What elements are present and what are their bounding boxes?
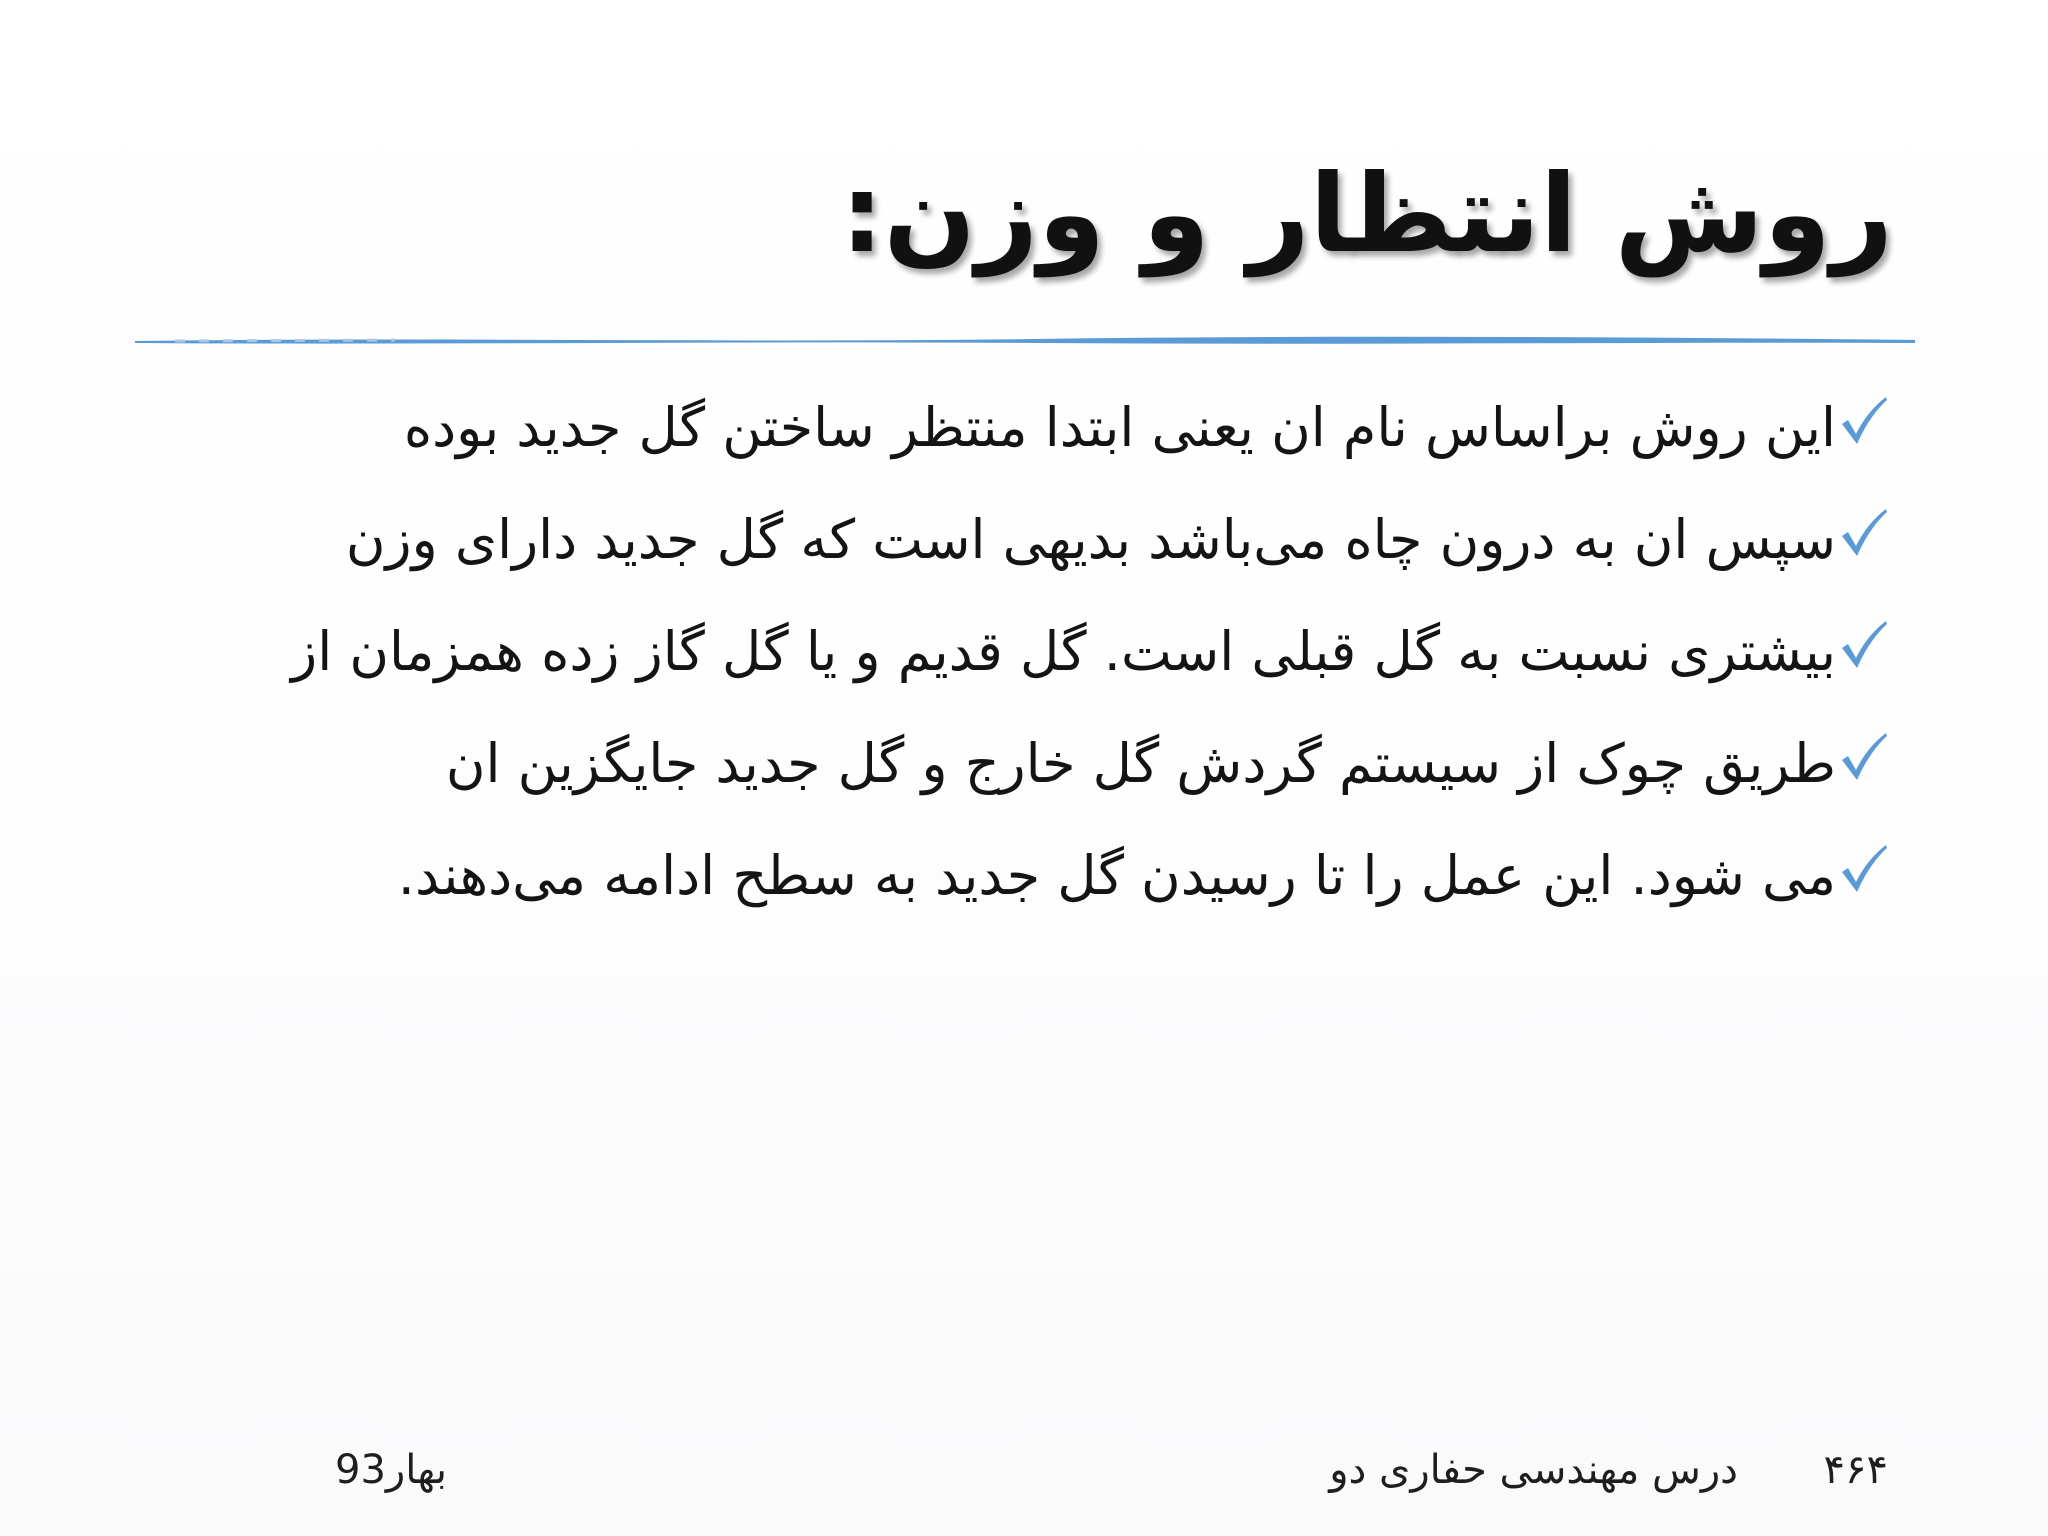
bullet-text: طریق چوک از سیستم گردش گل خارج و گل جدید جایگزین ان (445, 732, 1836, 795)
check-icon (1838, 506, 1888, 558)
bullet-text: این روش براساس نام ان یعنی ابتدا منتظر ساختن گل جدید بوده (403, 396, 1836, 459)
page-number: ۴۶۴ (1823, 1447, 1888, 1493)
bullet-text: بیشتری نسبت به گل قبلی است. گل قدیم و یا گل گاز زده همزمان از (291, 620, 1836, 683)
bullet-item (168, 708, 1888, 820)
bullet-item (168, 596, 1888, 708)
bullet-text: سپس ان به درون چاه می‌باشد بدیهی است که گل جدید دارای وزن (345, 508, 1836, 571)
check-icon (1838, 618, 1888, 670)
check-icon (1838, 730, 1888, 782)
bullet-text: می شود. این عمل را تا رسیدن گل جدید به سطح ادامه می‌دهند. (397, 844, 1836, 907)
footer-date: بهار93 (335, 1447, 447, 1493)
check-icon (1838, 842, 1888, 894)
title-divider (135, 333, 1915, 347)
bullet-item (168, 484, 1888, 596)
course-name: درس مهندسی حفاری دو (1329, 1447, 1738, 1493)
bullet-item (168, 372, 1888, 484)
bullet-list (168, 372, 1888, 932)
check-icon (1838, 394, 1888, 446)
slide-title: روش انتظار و وزن: (840, 152, 1893, 277)
bullet-item (168, 820, 1888, 932)
